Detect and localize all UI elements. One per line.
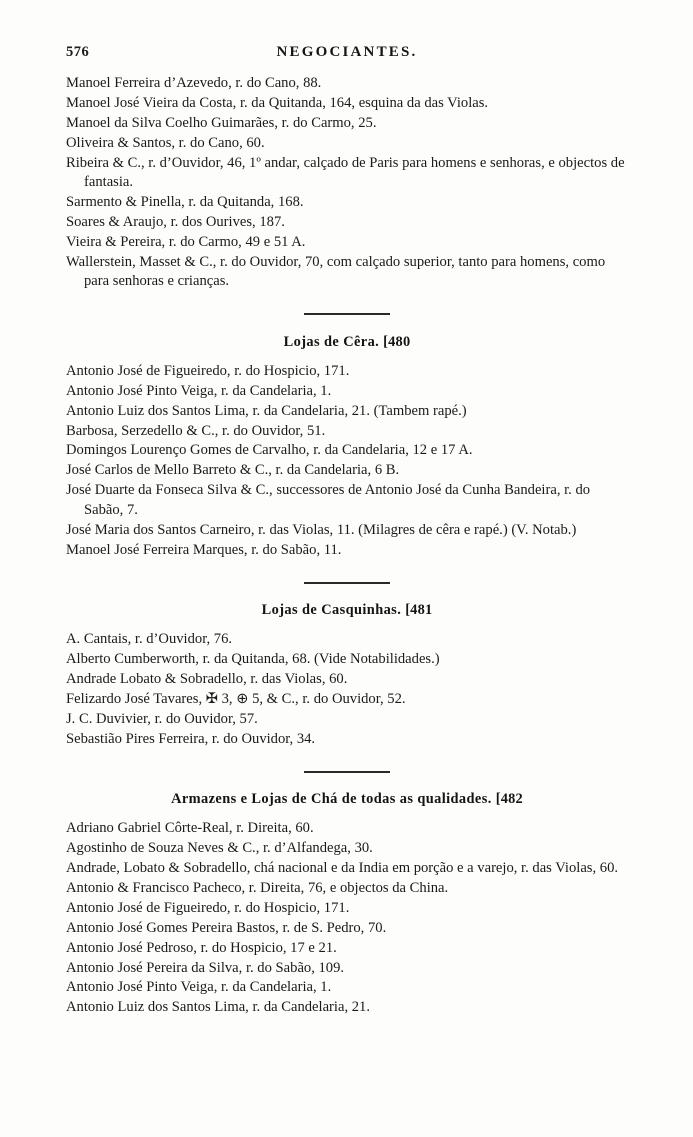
list-item: Antonio José de Figueiredo, r. do Hospicio, 171.	[66, 362, 350, 379]
list-item: Andrade, Lobato & Sobradello, chá nacional e da India em porção e a varejo, r. das Violas, 60.	[66, 860, 619, 877]
list-item: Felizardo José Tavares, ✠ 3, ⊕ 5, & C., r. do Ouvidor, 52.	[66, 690, 406, 707]
list-item: Oliveira & Santos, r. do Cano, 60.	[66, 134, 265, 151]
list-item: Antonio José Pinto Veiga, r. da Candelaria, 1.	[66, 979, 332, 996]
section-armazens-cha	[66, 762, 628, 1018]
list-item: Andrade Lobato & Sobradello, r. das Violas, 60.	[66, 671, 348, 687]
list-item: Vieira & Pereira, r. do Carmo, 49 e 51 A.	[66, 233, 306, 250]
list-item: Antonio José Gomes Pereira Bastos, r. de S. Pedro, 70.	[66, 919, 387, 936]
list-item: Barbosa, Serzedello & C., r. do Ouvidor, 51.	[66, 422, 326, 439]
folio-number: 576	[66, 44, 90, 60]
list-item: Antonio & Francisco Pacheco, r. Direita, 76, e objectos da China.	[66, 879, 449, 896]
section-heading	[66, 334, 628, 351]
list-item: Antonio José de Figueiredo, r. do Hospicio, 171.	[66, 899, 350, 916]
divider-rule	[304, 582, 390, 584]
list-item: Soares & Araujo, r. dos Ourives, 187.	[66, 213, 285, 230]
section-lojas-de-casquinhas	[66, 573, 628, 749]
list-item: Antonio José Pinto Veiga, r. da Candelaria, 1.	[66, 382, 332, 399]
divider-rule	[304, 771, 390, 773]
list-item: Manoel Ferreira d’Azevedo, r. do Cano, 88.	[66, 75, 322, 91]
entry-list-lojas-de-casquinhas	[66, 630, 628, 749]
section-heading-text: Lojas de Casquinhas.	[261, 602, 402, 619]
section-divider	[66, 305, 628, 323]
section-heading	[66, 602, 628, 619]
section-heading	[66, 791, 628, 808]
list-item: Wallerstein, Masset & C., r. do Ouvidor, 70, com calçado superior, tanto para homens, como para senhoras e crianças.	[66, 253, 606, 290]
list-item: Sebastião Pires Ferreira, r. do Ouvidor, 34.	[66, 730, 316, 747]
running-head: NEGOCIANTES.	[276, 44, 418, 60]
list-item: José Carlos de Mello Barreto & C., r. da Candelaria, 6 B.	[66, 462, 400, 479]
list-item: Adriano Gabriel Côrte-Real, r. Direita, 60.	[66, 820, 314, 837]
list-item: Alberto Cumberworth, r. da Quitanda, 68. (Vide Notabilidades.)	[66, 651, 440, 668]
list-item: Antonio José Pereira da Silva, r. do Sabão, 109.	[66, 959, 345, 976]
list-item: José Duarte da Fonseca Silva & C., successores de Antonio José da Cunha Bandeira, r. do Sabão, 7.	[66, 482, 591, 518]
list-item: Antonio Luiz dos Santos Lima, r. da Candelaria, 21.	[66, 999, 370, 1016]
list-item: Manoel José Ferreira Marques, r. do Sabão, 11.	[66, 541, 342, 558]
section-heading-text: Armazens e Lojas de Chá de todas as qualidades.	[171, 791, 492, 808]
list-item: Manoel da Silva Coelho Guimarães, r. do Carmo, 25.	[66, 114, 377, 131]
section-divider	[66, 573, 628, 591]
entry-list-lojas-de-cera	[66, 362, 628, 560]
entry-list-armazens-cha	[66, 819, 628, 1018]
section-heading-text: Lojas de Cêra.	[283, 333, 380, 350]
list-item: Antonio José Pedroso, r. do Hospicio, 17 e 21.	[66, 939, 337, 956]
list-item: A. Cantais, r. d’Ouvidor, 76.	[66, 631, 233, 648]
list-item: Sarmento & Pinella, r. da Quitanda, 168.	[66, 194, 304, 211]
page-header	[66, 44, 628, 70]
list-item: Agostinho de Souza Neves & C., r. d’Alfandega, 30.	[66, 840, 373, 857]
page-content	[66, 44, 628, 1018]
section-lojas-de-cera	[66, 305, 628, 560]
list-item: J. C. Duvivier, r. do Ouvidor, 57.	[66, 710, 258, 727]
section-divider	[66, 762, 628, 780]
entry-list-negociantes	[66, 74, 628, 292]
list-item: Domingos Lourenço Gomes de Carvalho, r. da Candelaria, 12 e 17 A.	[66, 442, 473, 459]
list-item: Ribeira & C., r. d’Ouvidor, 46, 1º andar, calçado de Paris para homens e senhoras, e objectos de fantasia.	[66, 154, 625, 191]
list-item: Manoel José Vieira da Costa, r. da Quitanda, 164, esquina da das Violas.	[66, 94, 489, 111]
list-item: Antonio Luiz dos Santos Lima, r. da Candelaria, 21. (Tambem rapé.)	[66, 402, 467, 419]
section-number: [480	[383, 333, 411, 350]
list-item: José Maria dos Santos Carneiro, r. das Violas, 11. (Milagres de cêra e rapé.) (V. Notab.)	[66, 521, 577, 538]
divider-rule	[304, 313, 390, 315]
section-number: [482	[495, 791, 523, 808]
section-number: [481	[405, 602, 433, 619]
